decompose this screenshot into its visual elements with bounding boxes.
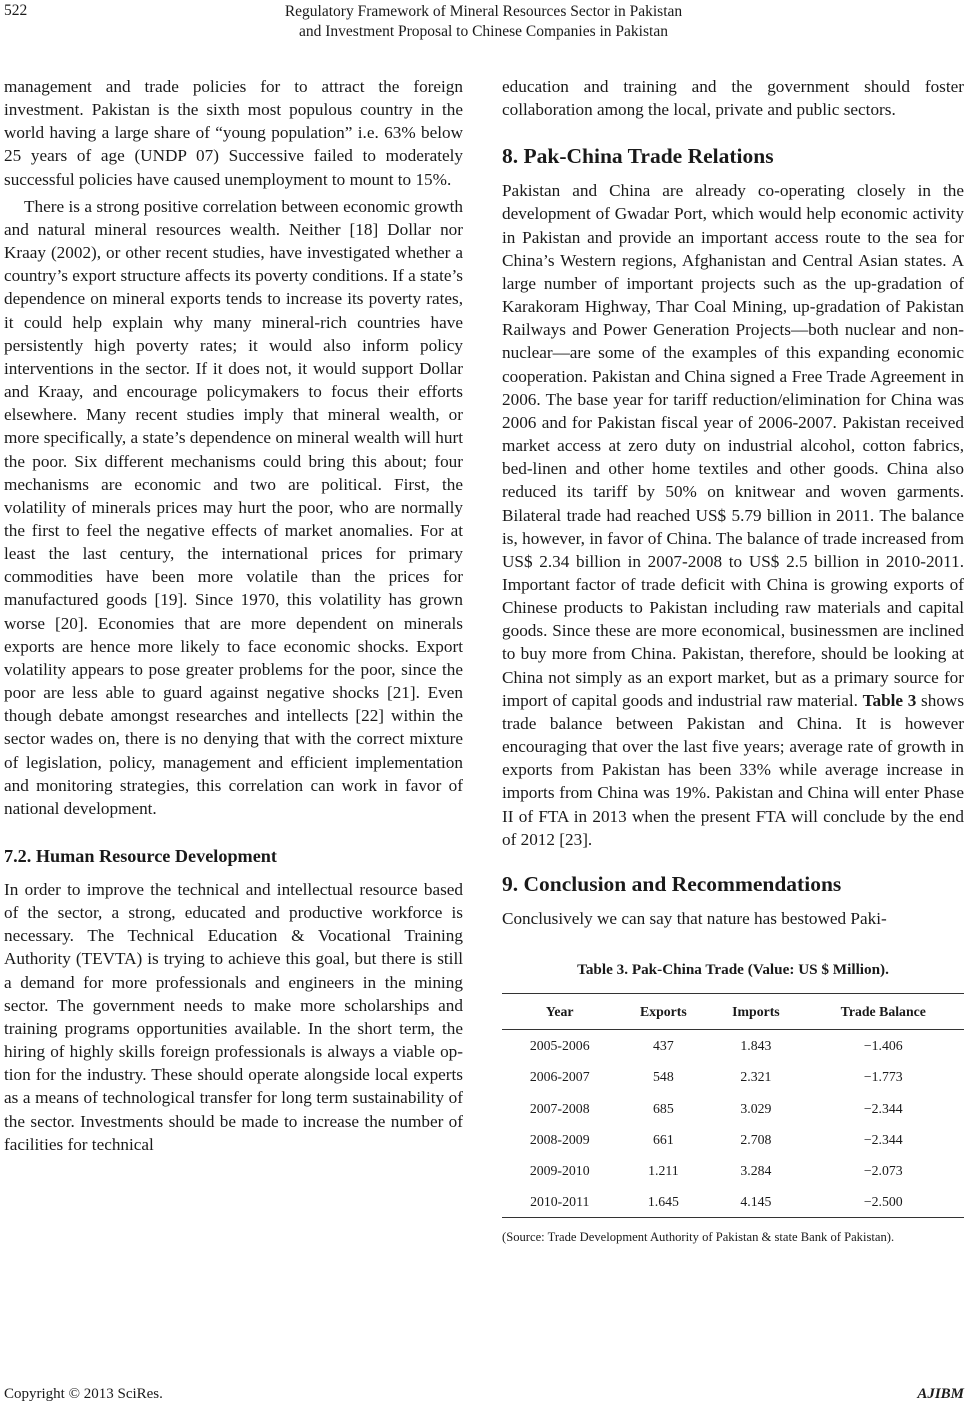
table-cell: 2008-2009 (529, 1131, 590, 1147)
table-cell: 437 (653, 1038, 674, 1054)
table-cell: −2.500 (803, 1186, 964, 1218)
running-title-line-1: Regulatory Framework of Mineral Resources Sector in Pakistan (284, 3, 683, 20)
table-cell: 2.708 (740, 1131, 772, 1147)
table-cell: 2010-2011 (502, 1186, 617, 1218)
table-row (502, 1124, 964, 1155)
running-title (0, 2, 967, 42)
table-row (502, 1093, 964, 1124)
table-row (502, 1030, 964, 1062)
column-header: Year (502, 994, 617, 1030)
table-row (502, 1061, 964, 1092)
trade-table (502, 993, 964, 1218)
table-row (502, 1186, 964, 1218)
table-row (502, 1155, 964, 1186)
section-heading-8: 8. Pak-China Trade Relations (502, 144, 774, 169)
paragraph: There is a strong positive correlation between economic growth and natural mineral resources wealth. Neither [18] Dollar nor Kraay (2002), or other recent studies, have investigated whether a country’s export structure affects its poverty conditions. If a state’s dependence on mineral exports tends to increase its poverty rates, it could help explain why many mineral-rich countries have persistently high poverty rates; it would also inform policy interventions in the sector. If it does not, it would support Dollar and Kraay, and encourage policymakers to focus their efforts elsewhere. Many recent studies imply that mineral wealth, or more specifically, a state’s dependence on mineral wealth will hurt the poor. Six different mechanisms could bring this about; four mechanisms are economic and two are political. First, the volatility of minerals prices may hurt the poor, who are normally the first to feel the negative effects of market anomalies. For at least the last century, the international prices for primary commodities have been more volatile than the prices for manufactured goods [19]. Since 1970, this volatility has grown worse [20]. Economies that are more dependent on minerals exports are hence more likely to face economic shocks. Export volatility appears to pose greater problems for the poor, since the poor are less able to guard against negative shocks [21]. Even though debate amongst researches and intellects [22] within the sector wades on, there is no denying that with the correct mixture of legislation, policy, management and efficient implementation and monitoring strategies, this correlation can work in favor of national development. (4, 196, 463, 818)
right-column (502, 75, 964, 1245)
table-cell: 2006-2007 (529, 1069, 590, 1085)
table-cell: 1.645 (617, 1186, 709, 1218)
table-cell: −1.773 (863, 1069, 903, 1085)
table-cell: 2009-2010 (529, 1162, 590, 1178)
running-title-line-2: and Investment Proposal to Chinese Companies in Pakistan (299, 23, 668, 40)
page-header (0, 0, 967, 60)
table-cell: 661 (653, 1131, 674, 1147)
paragraph-text: Pakistan and China are already co-operating closely in the development of Gwadar Port, which would help economic activity in Pakistan and provide an important access route to the sea for China’s Western regions, Afghanistan and Central Asian states. A large number of important projects such as the up-gradation of Karakoram Highway, Thar Coal Mining, up-gradation of Pakistan Railways and Power Generation Projects—both nuclear and non-nuclear—are some of the examples of this expanding economic cooperation. Pakistan and China signed a Free Trade Agreement in 2006. The base year for tariff reduction/elimination for China was 2006 and for Pakistan fiscal year of 2006-2007. Pakistan received market access at zero duty on industrial alcohol, cotton fabrics, bed-linen and other home textiles and other goods. China also reduced its tariff by 50% on knitwear and woven garments. Bilateral trade had reached US$ 5.79 billion in 2011. The balance is, however, in favor of China. The balance of trade increased from US$ 2.34 billion in 2007-2008 to US$ 2.5 billion in 2010-2011. Important factor of trade deficit with China is growing exports of Chinese products to Pakistan including raw materials and capital goods. Since these are more economical, businessmen are inclined to buy more from China. Pakistan, therefore, should be looking at China not simply as an export market, but as a primary source for import of capital goods and industrial raw material. (502, 181, 964, 710)
table-cell: 2005-2006 (529, 1038, 590, 1054)
table-cell: 4.145 (709, 1186, 802, 1218)
column-header: Trade Balance (803, 994, 964, 1030)
section-heading-9: 9. Conclusion and Recommendations (502, 871, 842, 896)
left-column (4, 75, 463, 1156)
paragraph (502, 179, 964, 851)
table-cell: 3.284 (740, 1162, 772, 1178)
table-cell: 1.211 (648, 1162, 679, 1178)
table-header-row (502, 994, 964, 1030)
paragraph: education and training and the government should foster collaboration among the local, private and public sectors. (502, 77, 964, 120)
table-source-note: (Source: Trade Development Authority of Pakistan & state Bank of Pakistan). (502, 1230, 895, 1245)
table-cell: 1.843 (740, 1038, 772, 1054)
journal-abbreviation: AJIBM (917, 1386, 964, 1402)
column-header: Imports (709, 994, 802, 1030)
table-cell: 3.029 (740, 1100, 772, 1116)
table-cell: 2.321 (740, 1069, 772, 1085)
table-reference: Table 3 (862, 690, 917, 710)
table-cell: 685 (653, 1100, 674, 1116)
table-cell: 2007-2008 (529, 1100, 590, 1116)
table-cell: −2.073 (863, 1162, 903, 1178)
copyright-notice: Copyright © 2013 SciRes. (4, 1386, 163, 1402)
table-caption: Table 3. Pak-China Trade (Value: US $ Million). (577, 961, 889, 978)
section-heading-7-2: 7.2. Human Resource Development (4, 846, 277, 866)
paragraph: Conclusively we can say that nature has bestowed Paki- (502, 908, 887, 928)
paragraph: In order to improve the technical and intellectual resource based of the sector, a strong, educated and productive workforce is necessary. The Technical Education & Vocational Training Authority (TEVTA) is trying to achieve this goal, but there is still a demand for more professionals and engineers in the mining sector. The government needs to make more scholarships and training programs opportunities available. In the short term, the hiring of highly skills foreign professionals is always a viable option for the industry. These should operate alongside local experts as a means of technological transfer for long term sustainability of the sector. Investments should be made to increase the number of facilities for technical (4, 880, 463, 1154)
table-cell: −2.344 (863, 1131, 903, 1147)
table-cell: −2.344 (863, 1100, 903, 1116)
table-cell: 548 (653, 1069, 674, 1085)
table-cell: −1.406 (863, 1038, 903, 1054)
paragraph: management and trade policies for to attract the foreign investment. Pakistan is the sixth most populous country in the world having a large share of “young population” i.e. 63% below 25 years of age (UNDP 07) Successive failed to moderately successful policies have caused unemployment to mount to 15%. (4, 77, 463, 189)
paragraph-text: shows trade balance between Pakistan and China. It is however encouraging that over the last five years; average rate of growth in exports from Pakistan has been 33% while average increase in imports from China was 19%. Pakistan and China will enter Phase II of FTA in 2013 when the present FTA will conclude by the end of 2012 [23]. (502, 690, 965, 849)
column-header: Exports (617, 994, 709, 1030)
page-number: 522 (4, 2, 28, 19)
